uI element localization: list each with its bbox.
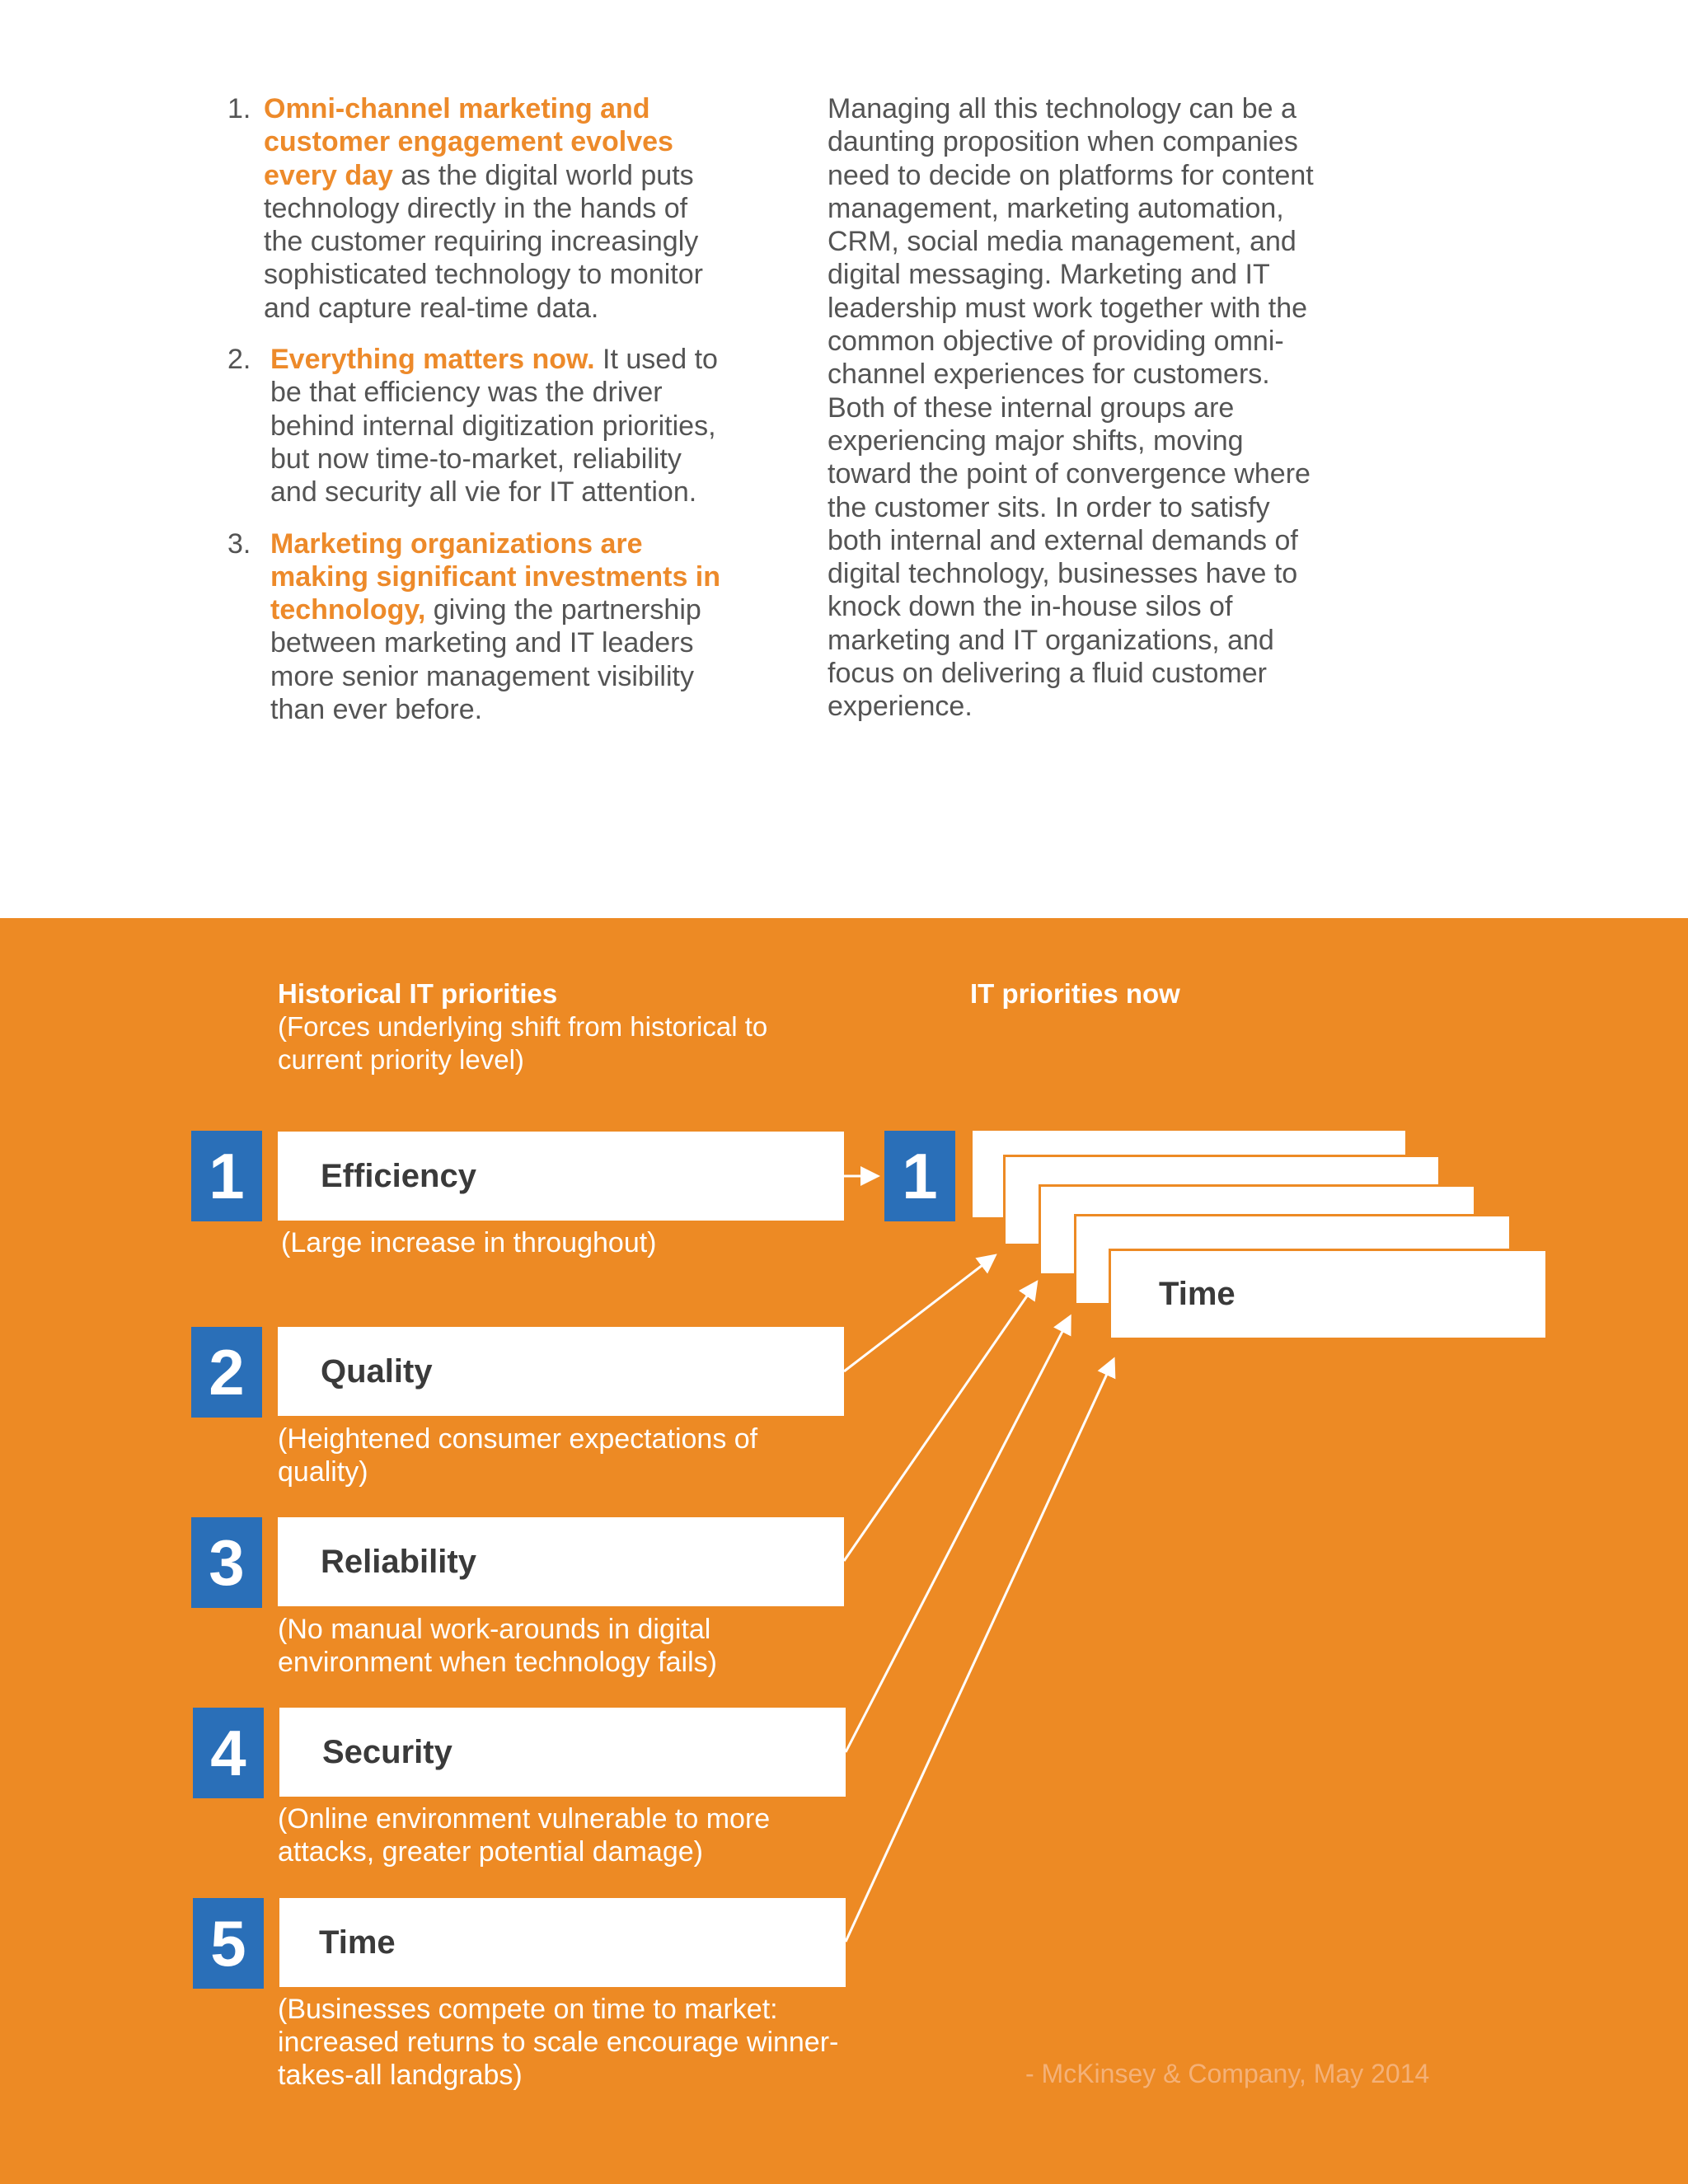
priority-box-time: Time xyxy=(279,1898,846,1987)
priority-number-5: 5 xyxy=(193,1898,264,1989)
priority-number-2: 2 xyxy=(191,1327,262,1418)
list-text: as the digital world puts technology directly in the hands of the customer requiring increasingly sophisticated technology to monitor and capture real-time data. xyxy=(264,159,703,324)
list-highlight: Marketing organizations are making significant investments in technology, xyxy=(270,527,721,626)
priority-number-3: 3 xyxy=(191,1517,262,1608)
priority-box-reliability: Reliability xyxy=(278,1517,844,1606)
priority-desc-security: (Online environment vulnerable to more attacks, greater potential damage) xyxy=(278,1803,771,1868)
now-title: IT priorities now xyxy=(970,978,1180,1009)
priority-number-4: 4 xyxy=(193,1708,264,1798)
list-highlight: Omni-channel marketing and customer engagement evolves every day xyxy=(264,93,673,191)
priority-box-efficiency: Efficiency xyxy=(278,1132,844,1221)
list-item xyxy=(227,343,722,509)
priority-desc-reliability: (No manual work-arounds in digital environment when technology fails) xyxy=(278,1614,717,1678)
priority-box-quality: Quality xyxy=(278,1327,844,1416)
list-text: giving the partnership between marketing and IT leaders more senior management visibility than ever before. xyxy=(270,594,701,726)
priority-desc-efficiency: (Large increase in throughout) xyxy=(281,1227,657,1258)
priority-number-1: 1 xyxy=(191,1131,262,1221)
now-priority-box-time: Time xyxy=(1109,1249,1548,1340)
now-priority-number-1: 1 xyxy=(884,1131,955,1221)
priority-box-security: Security xyxy=(279,1708,846,1797)
priority-desc-quality: (Heightened consumer expectations of quality) xyxy=(278,1423,758,1488)
historical-title: Historical IT priorities xyxy=(278,978,558,1009)
key-points-list xyxy=(227,92,722,744)
historical-subtitle: (Forces underlying shift from historical to current priority level) xyxy=(278,1011,768,1075)
list-item xyxy=(227,527,722,727)
priority-desc-time: (Businesses compete on time to market: increased returns to scale encourage winner-takes-all landgrabs) xyxy=(278,1994,839,2091)
now-header xyxy=(970,977,1180,1010)
list-text: It used to be that efficiency was the driver behind internal digitization priorities, but now time-to-market, reliability and security all vie for IT attention. xyxy=(270,344,718,509)
list-number: 1. xyxy=(227,93,251,124)
historical-header xyxy=(278,977,855,1076)
list-number: 2. xyxy=(227,344,251,376)
list-highlight: Everything matters now. xyxy=(270,344,595,376)
source-credit: - McKinsey & Company, May 2014 xyxy=(1025,2059,1430,2088)
list-item xyxy=(227,92,722,325)
body-paragraph: Managing all this technology can be a daunting proposition when companies need to decide on platforms for content management, marketing automation, CRM, social media management, and digital messaging. Marketing and IT leadership must work together with the common objective of providing omni-channel experiences for customers. Both of these internal groups are experiencing major shifts, moving toward the point of convergence where the customer sits. In order to satisfy both internal and external demands of digital technology, businesses have to knock down the in-house silos of marketing and IT organizations, and focus on delivering a fluid customer experience. xyxy=(828,93,1314,723)
list-number: 3. xyxy=(227,527,251,560)
